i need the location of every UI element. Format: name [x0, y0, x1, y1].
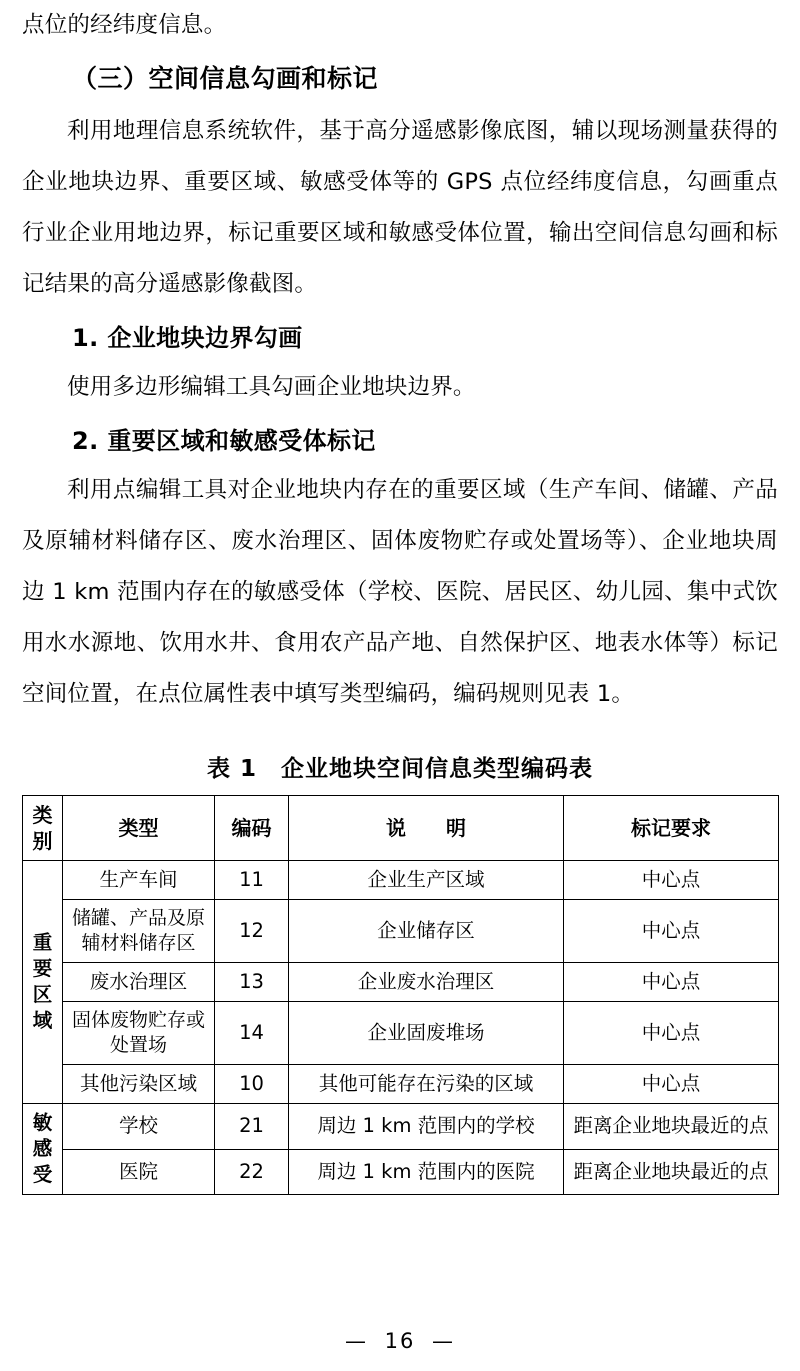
marking-cell: 中心点 — [564, 963, 779, 1002]
table-header-cell-code: 编码 — [215, 796, 289, 861]
table-header-cell-type: 类型 — [63, 796, 215, 861]
description-cell: 周边 1 km 范围内的学校 — [289, 1104, 564, 1150]
description-cell: 企业固废堆场 — [289, 1002, 564, 1065]
type-cell: 废水治理区 — [63, 963, 215, 1002]
table-row — [23, 861, 779, 900]
page-footer — [0, 1329, 800, 1353]
code-cell: 13 — [215, 963, 289, 1002]
table-header-cell-category: 类别 — [23, 796, 63, 861]
subsection-paragraph-1: 使用多边形编辑工具勾画企业地块边界。 — [67, 374, 476, 400]
footer-left-dash: — — [344, 1329, 368, 1353]
type-cell: 储罐、产品及原辅材料储存区 — [63, 900, 215, 963]
table-row — [23, 963, 779, 1002]
footer-right-dash: — — [432, 1329, 456, 1353]
description-cell: 企业生产区域 — [289, 861, 564, 900]
category-cell-sensitive-receptor: 敏感受 — [23, 1104, 63, 1195]
section-paragraph: 利用地理信息系统软件，基于高分遥感影像底图，辅以现场测量获得的企业地块边界、重要区域、敏感受体等的 GPS 点位经纬度信息，勾画重点行业企业用地边界，标记重要区域和敏感受体位置，输出空间信息勾画和标记结果的高分遥感影像截图。 — [22, 118, 778, 297]
marking-cell: 中心点 — [564, 861, 779, 900]
marking-cell: 中心点 — [564, 900, 779, 963]
table-row — [23, 900, 779, 963]
description-cell: 企业废水治理区 — [289, 963, 564, 1002]
table-header-cell-marking: 标记要求 — [564, 796, 779, 861]
marking-cell: 中心点 — [564, 1002, 779, 1065]
type-cell: 医院 — [63, 1149, 215, 1195]
table-header-row — [23, 796, 779, 861]
subsection-heading-1: 1. 企业地块边界勾画 — [72, 324, 303, 352]
code-cell: 11 — [215, 861, 289, 900]
subsection-paragraph-2: 利用点编辑工具对企业地块内存在的重要区域（生产车间、储罐、产品及原辅材料储存区、废水治理区、固体废物贮存或处置场等）、企业地块周边 1 km 范围内存在的敏感受体（学校、医院、居民区、幼儿园、集中式饮用水水源地、饮用水井、食用农产品产地、自然保护区、地表水体等）标记空间位置，在点位属性表中填写类型编码，编码规则见表 1。 — [22, 477, 778, 707]
description-cell: 周边 1 km 范围内的医院 — [289, 1149, 564, 1195]
table-row — [23, 1002, 779, 1065]
description-cell: 企业储存区 — [289, 900, 564, 963]
type-cell: 生产车间 — [63, 861, 215, 900]
code-cell: 21 — [215, 1104, 289, 1150]
table-header-cell-description: 说 明 — [289, 796, 564, 861]
code-cell: 10 — [215, 1065, 289, 1104]
type-cell: 固体废物贮存或处置场 — [63, 1002, 215, 1065]
description-cell: 其他可能存在污染的区域 — [289, 1065, 564, 1104]
code-cell: 12 — [215, 900, 289, 963]
type-cell: 其他污染区域 — [63, 1065, 215, 1104]
code-cell: 22 — [215, 1149, 289, 1195]
subsection-heading-2: 2. 重要区域和敏感受体标记 — [72, 427, 376, 455]
table-caption: 表 1 企业地块空间信息类型编码表 — [206, 756, 593, 782]
page-number: 16 — [384, 1329, 416, 1353]
space-info-code-table — [22, 795, 779, 1195]
code-cell: 14 — [215, 1002, 289, 1065]
marking-cell: 中心点 — [564, 1065, 779, 1104]
category-cell-important-area: 重要区域 — [23, 861, 63, 1104]
table-row — [23, 1065, 779, 1104]
type-cell: 学校 — [63, 1104, 215, 1150]
continued-paragraph: 点位的经纬度信息。 — [22, 12, 227, 38]
table-row — [23, 1149, 779, 1195]
section-heading: （三）空间信息勾画和标记 — [72, 64, 379, 93]
table-row — [23, 1104, 779, 1150]
marking-cell: 距离企业地块最近的点 — [564, 1104, 779, 1150]
marking-cell: 距离企业地块最近的点 — [564, 1149, 779, 1195]
